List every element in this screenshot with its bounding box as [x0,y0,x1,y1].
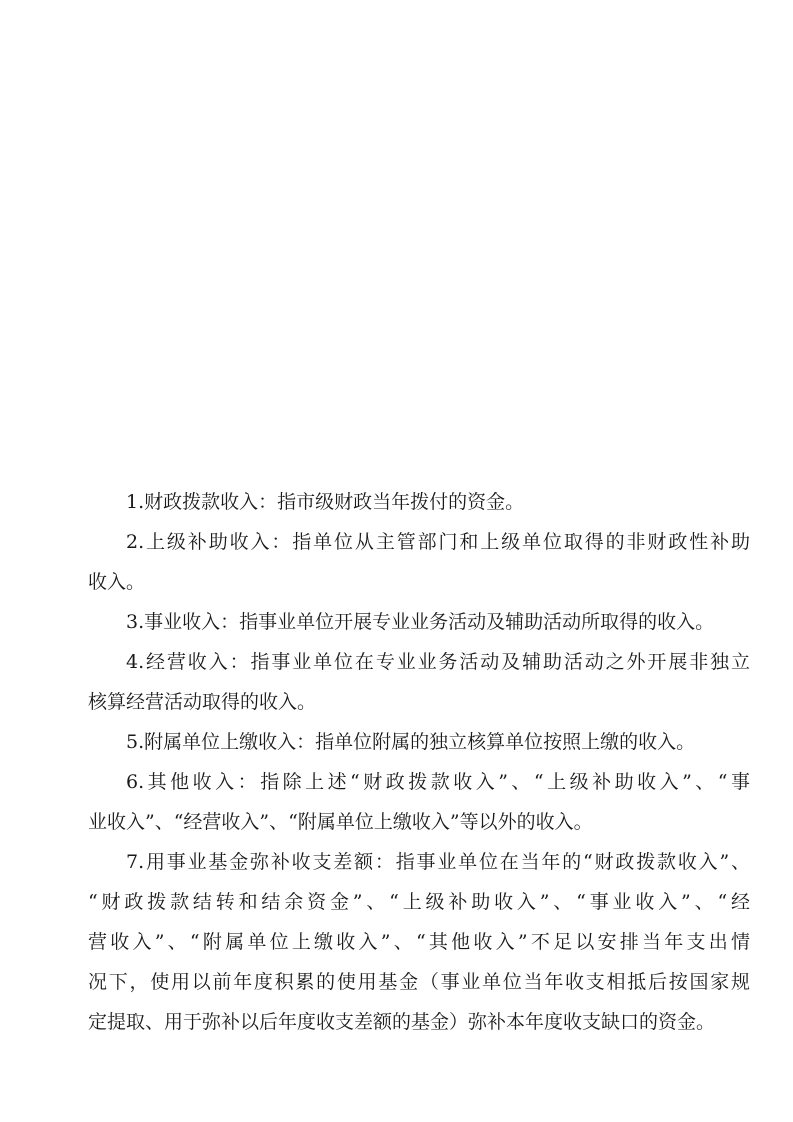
definition-paragraph-6 [50,762,750,842]
text-line: 6.其他收入：指除上述“财政拨款收入”、“上级补助收入”、“事 [126,771,750,793]
definition-paragraph-5 [50,722,750,762]
text-line: 4.经营收入：指事业单位在专业业务活动及辅助活动之外开展非独立 [126,651,750,673]
text-line: 2.上级补助收入：指单位从主管部门和上级单位取得的非财政性补助 [126,531,750,553]
definitions-text [50,482,750,1042]
text-line: 1.财政拨款收入：指市级财政当年拨付的资金。 [126,491,525,513]
text-line: 收入。 [88,571,146,593]
text-line: 5.附属单位上缴收入：指单位附属的独立核算单位按照上缴的收入。 [126,731,696,753]
text-line: 核算经营活动取得的收入。 [88,691,317,713]
text-line: 3.事业收入：指事业单位开展专业业务活动及辅助活动所取得的收入。 [126,611,715,633]
definition-paragraph-3 [50,602,750,642]
text-line: 况下，使用以前年度积累的使用基金（事业单位当年收支相抵后按国家规 [88,971,750,993]
text-line: 营收入”、“附属单位上缴收入”、“其他收入”不足以安排当年支出情 [88,931,750,953]
definition-paragraph-1 [50,482,750,522]
text-line: 业收入”、“经营收入”、“附属单位上缴收入”等以外的收入。 [88,811,593,833]
text-line: “财政拨款结转和结余资金”、“上级补助收入”、“事业收入”、“经 [88,891,750,913]
text-line: 定提取、用于弥补以后年度收支差额的基金）弥补本年度收支缺口的资金。 [88,1011,716,1033]
text-line: 7.用事业基金弥补收支差额：指事业单位在当年的“财政拨款收入”、 [126,851,750,873]
definition-paragraph-4 [50,642,750,722]
definition-paragraph-7 [50,842,750,1042]
definition-paragraph-2 [50,522,750,602]
